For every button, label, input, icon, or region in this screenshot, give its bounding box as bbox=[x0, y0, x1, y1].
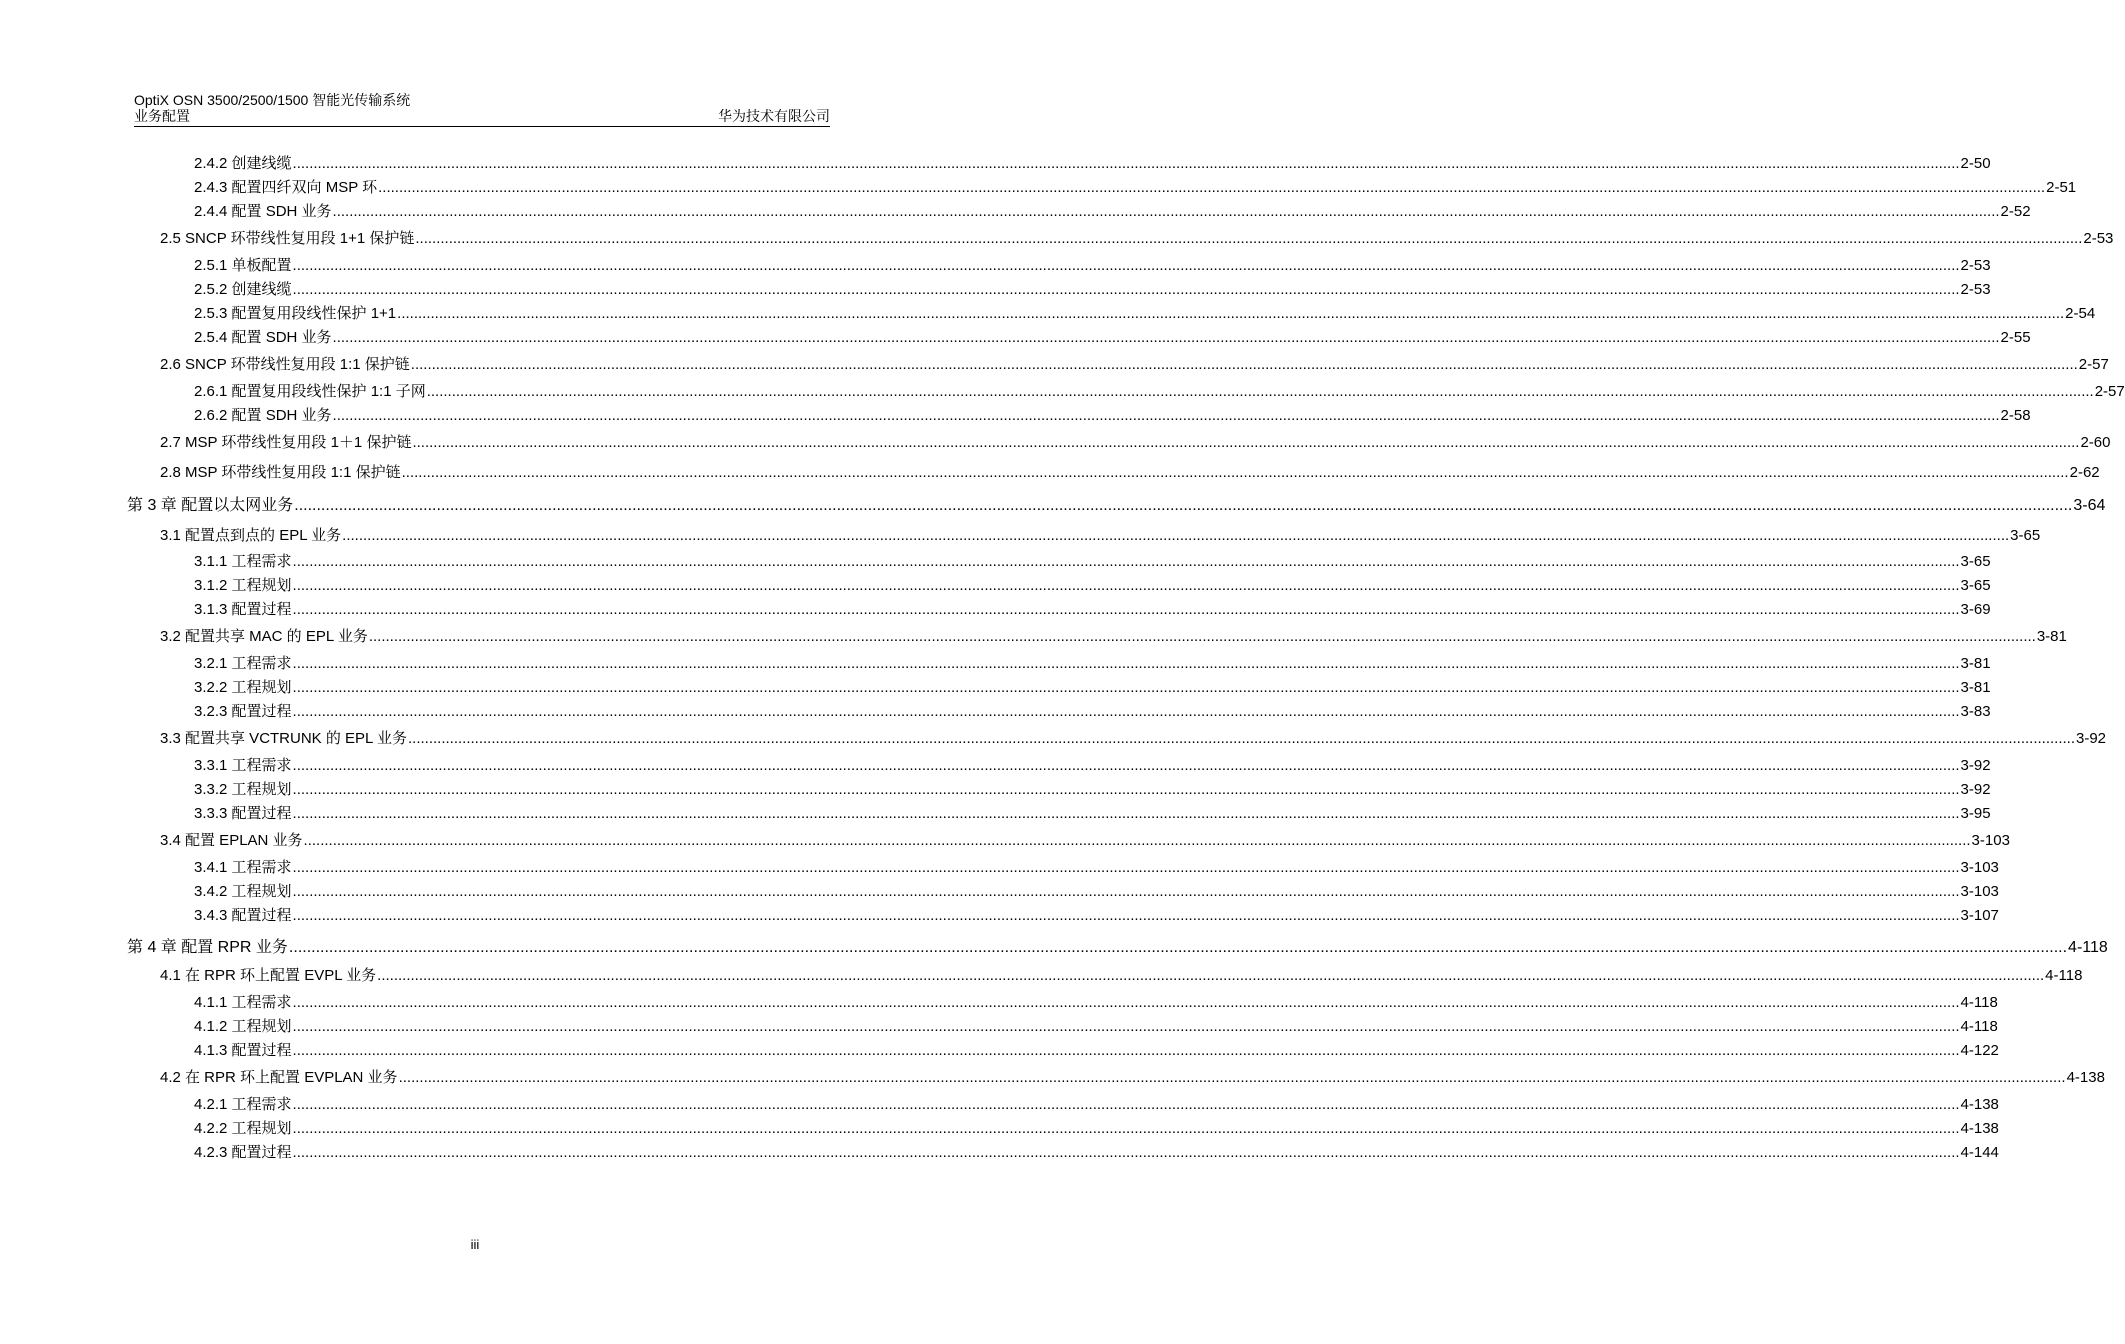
toc-leader-dots: ................................................................................................................................................................................................................................................................................................................................................................................................................ bbox=[292, 577, 1960, 594]
header-company-name: 华为技术有限公司 bbox=[718, 108, 830, 124]
toc-entry-page: 2-62 bbox=[2069, 464, 2100, 481]
toc-entry-page: 2-57 bbox=[2094, 383, 2125, 400]
toc-entry-page: 4-118 bbox=[2045, 967, 2083, 984]
toc-entry-page: 3-65 bbox=[1960, 553, 1991, 570]
toc-entry-title: 3.1 配置点到点的 EPL 业务 bbox=[160, 527, 342, 544]
toc-entry-title: 4.2 在 RPR 环上配置 EVPLAN 业务 bbox=[160, 1069, 398, 1086]
toc-subsection-entry[interactable] bbox=[194, 1015, 1998, 1035]
toc-entry-title: 2.5 SNCP 环带线性复用段 1+1 保护链 bbox=[160, 230, 415, 247]
toc-leader-dots: ................................................................................................................................................................................................................................................................................................................................................................................................................ bbox=[292, 601, 1960, 618]
toc-entry-page: 3-69 bbox=[1960, 601, 1991, 618]
toc-entry-page: 2-50 bbox=[1960, 155, 1991, 172]
toc-entry-page: 2-54 bbox=[2065, 305, 2096, 322]
toc-leader-dots: ................................................................................................................................................................................................................................................................................................................................................................................................................ bbox=[401, 464, 2069, 481]
toc-entry-title: 3.3.1 工程需求 bbox=[194, 757, 292, 774]
toc-leader-dots: ................................................................................................................................................................................................................................................................................................................................................................................................................ bbox=[408, 730, 2075, 747]
toc-leader-dots: ................................................................................................................................................................................................................................................................................................................................................................................................................ bbox=[426, 383, 2094, 400]
toc-subsection-entry[interactable] bbox=[194, 302, 2096, 322]
toc-section-entry[interactable] bbox=[160, 829, 2010, 849]
toc-leader-dots: ................................................................................................................................................................................................................................................................................................................................................................................................................ bbox=[292, 703, 1960, 720]
toc-entry-page: 2-53 bbox=[1960, 281, 1991, 298]
toc-entry-page: 3-103 bbox=[1971, 832, 2010, 849]
toc-entry-title: 2.4.2 创建线缆 bbox=[194, 155, 292, 172]
toc-entry-page: 3-83 bbox=[1960, 703, 1991, 720]
toc-chapter-entry[interactable] bbox=[127, 934, 2108, 956]
toc-entry-page: 3-92 bbox=[1960, 757, 1991, 774]
toc-leader-dots: ................................................................................................................................................................................................................................................................................................................................................................................................................ bbox=[292, 781, 1960, 798]
toc-entry-page: 4-118 bbox=[1960, 1018, 1998, 1035]
toc-entry-title: 4.1 在 RPR 环上配置 EVPL 业务 bbox=[160, 967, 377, 984]
toc-section-entry[interactable] bbox=[160, 1066, 2105, 1086]
toc-section-entry[interactable] bbox=[160, 964, 2083, 984]
toc-leader-dots: ................................................................................................................................................................................................................................................................................................................................................................................................................ bbox=[377, 967, 2045, 984]
toc-subsection-entry[interactable] bbox=[194, 700, 1991, 720]
toc-entry-page: 3-103 bbox=[1960, 859, 1999, 876]
toc-subsection-entry[interactable] bbox=[194, 778, 1991, 798]
toc-entry-page: 2-60 bbox=[2080, 434, 2111, 451]
toc-subsection-entry[interactable] bbox=[194, 278, 1991, 298]
toc-subsection-entry[interactable] bbox=[194, 652, 1991, 672]
toc-leader-dots: ................................................................................................................................................................................................................................................................................................................................................................................................................ bbox=[397, 305, 2065, 322]
toc-section-entry[interactable] bbox=[160, 625, 2067, 645]
toc-entry-title: 4.2.2 工程规划 bbox=[194, 1120, 292, 1137]
toc-entry-page: 3-95 bbox=[1960, 805, 1991, 822]
toc-subsection-entry[interactable] bbox=[194, 1039, 1999, 1059]
toc-entry-page: 4-138 bbox=[1960, 1096, 1999, 1113]
header-product-title: OptiX OSN 3500/2500/1500 智能光传输系统 bbox=[134, 92, 411, 108]
toc-leader-dots: ................................................................................................................................................................................................................................................................................................................................................................................................................ bbox=[294, 497, 2073, 514]
toc-leader-dots: ................................................................................................................................................................................................................................................................................................................................................................................................................ bbox=[292, 553, 1960, 570]
toc-entry-page: 4-138 bbox=[2066, 1069, 2105, 1086]
toc-entry-title: 2.5.2 创建线缆 bbox=[194, 281, 292, 298]
toc-leader-dots: ................................................................................................................................................................................................................................................................................................................................................................................................................ bbox=[288, 939, 2068, 956]
toc-entry-title: 2.4.4 配置 SDH 业务 bbox=[194, 203, 332, 220]
toc-entry-title: 3.3 配置共享 VCTRUNK 的 EPL 业务 bbox=[160, 730, 407, 747]
toc-entry-title: 4.2.1 工程需求 bbox=[194, 1096, 292, 1113]
toc-entry-title: 4.1.2 工程规划 bbox=[194, 1018, 292, 1035]
toc-leader-dots: ................................................................................................................................................................................................................................................................................................................................................................................................................ bbox=[292, 257, 1960, 274]
toc-subsection-entry[interactable] bbox=[194, 802, 1991, 822]
toc-entry-page: 4-144 bbox=[1960, 1144, 1999, 1161]
toc-entry-title: 3.2.1 工程需求 bbox=[194, 655, 292, 672]
footer-page-number: iii bbox=[470, 1237, 480, 1252]
toc-leader-dots: ................................................................................................................................................................................................................................................................................................................................................................................................................ bbox=[292, 1042, 1960, 1059]
toc-leader-dots: ................................................................................................................................................................................................................................................................................................................................................................................................................ bbox=[332, 329, 2000, 346]
toc-entry-title: 3.4.2 工程规划 bbox=[194, 883, 292, 900]
toc-leader-dots: ................................................................................................................................................................................................................................................................................................................................................................................................................ bbox=[368, 628, 2036, 645]
toc-entry-title: 3.1.1 工程需求 bbox=[194, 553, 292, 570]
toc-subsection-entry[interactable] bbox=[194, 176, 2077, 196]
toc-entry-title: 3.3.3 配置过程 bbox=[194, 805, 292, 822]
toc-leader-dots: ................................................................................................................................................................................................................................................................................................................................................................................................................ bbox=[412, 434, 2080, 451]
toc-entry-page: 3-92 bbox=[1960, 781, 1991, 798]
toc-subsection-entry[interactable] bbox=[194, 1117, 1999, 1137]
toc-leader-dots: ................................................................................................................................................................................................................................................................................................................................................................................................................ bbox=[292, 907, 1960, 924]
toc-leader-dots: ................................................................................................................................................................................................................................................................................................................................................................................................................ bbox=[292, 859, 1960, 876]
toc-subsection-entry[interactable] bbox=[194, 254, 1991, 274]
toc-leader-dots: ................................................................................................................................................................................................................................................................................................................................................................................................................ bbox=[342, 527, 2010, 544]
toc-entry-title: 3.4 配置 EPLAN 业务 bbox=[160, 832, 303, 849]
toc-leader-dots: ................................................................................................................................................................................................................................................................................................................................................................................................................ bbox=[292, 1096, 1960, 1113]
toc-entry-page: 2-53 bbox=[2083, 230, 2114, 247]
toc-leader-dots: ................................................................................................................................................................................................................................................................................................................................................................................................................ bbox=[292, 1144, 1960, 1161]
toc-subsection-entry[interactable] bbox=[194, 380, 2125, 400]
toc-leader-dots: ................................................................................................................................................................................................................................................................................................................................................................................................................ bbox=[292, 281, 1960, 298]
toc-chapter-entry[interactable] bbox=[127, 492, 2106, 514]
toc-leader-dots: ................................................................................................................................................................................................................................................................................................................................................................................................................ bbox=[332, 203, 2000, 220]
toc-entry-title: 3.4.1 工程需求 bbox=[194, 859, 292, 876]
toc-entry-title: 2.5.1 单板配置 bbox=[194, 257, 292, 274]
toc-entry-page: 2-53 bbox=[1960, 257, 1991, 274]
toc-entry-title: 3.4.3 配置过程 bbox=[194, 907, 292, 924]
toc-subsection-entry[interactable] bbox=[194, 152, 1991, 172]
toc-subsection-entry[interactable] bbox=[194, 574, 1991, 594]
toc-entry-page: 2-58 bbox=[2000, 407, 2031, 424]
toc-leader-dots: ................................................................................................................................................................................................................................................................................................................................................................................................................ bbox=[292, 805, 1960, 822]
toc-entry-page: 4-138 bbox=[1960, 1120, 1999, 1137]
toc-entry-page: 3-107 bbox=[1960, 907, 1999, 924]
toc-entry-title: 2.7 MSP 环带线性复用段 1＋1 保护链 bbox=[160, 434, 412, 451]
toc-entry-page: 4-122 bbox=[1960, 1042, 1999, 1059]
toc-entry-title: 3.2.3 配置过程 bbox=[194, 703, 292, 720]
toc-subsection-entry[interactable] bbox=[194, 991, 1998, 1011]
toc-entry-title: 2.5.3 配置复用段线性保护 1+1 bbox=[194, 305, 397, 322]
toc-section-entry[interactable] bbox=[160, 431, 2111, 451]
toc-section-entry[interactable] bbox=[160, 524, 2041, 544]
toc-entry-page: 3-92 bbox=[2076, 730, 2107, 747]
toc-subsection-entry[interactable] bbox=[194, 676, 1991, 696]
toc-section-entry[interactable] bbox=[160, 353, 2109, 373]
toc-section-entry[interactable] bbox=[160, 727, 2107, 747]
toc-entry-title: 3.3.2 工程规划 bbox=[194, 781, 292, 798]
toc-entry-title: 2.4.3 配置四纤双向 MSP 环 bbox=[194, 179, 378, 196]
toc-leader-dots: ................................................................................................................................................................................................................................................................................................................................................................................................................ bbox=[332, 407, 2000, 424]
toc-leader-dots: ................................................................................................................................................................................................................................................................................................................................................................................................................ bbox=[410, 356, 2078, 373]
toc-subsection-entry[interactable] bbox=[194, 880, 1999, 900]
toc-entry-title: 第 3 章 配置以太网业务 bbox=[127, 497, 294, 514]
toc-entry-title: 4.1.3 配置过程 bbox=[194, 1042, 292, 1059]
toc-entry-title: 2.6.1 配置复用段线性保护 1:1 子网 bbox=[194, 383, 426, 400]
toc-leader-dots: ................................................................................................................................................................................................................................................................................................................................................................................................................ bbox=[292, 1018, 1960, 1035]
toc-entry-title: 2.6 SNCP 环带线性复用段 1:1 保护链 bbox=[160, 356, 410, 373]
toc-leader-dots: ................................................................................................................................................................................................................................................................................................................................................................................................................ bbox=[292, 883, 1960, 900]
toc-subsection-entry[interactable] bbox=[194, 200, 2031, 220]
toc-leader-dots: ................................................................................................................................................................................................................................................................................................................................................................................................................ bbox=[303, 832, 1971, 849]
toc-entry-page: 4-118 bbox=[2068, 939, 2108, 956]
toc-subsection-entry[interactable] bbox=[194, 550, 1991, 570]
toc-entry-page: 3-81 bbox=[2036, 628, 2067, 645]
toc-leader-dots: ................................................................................................................................................................................................................................................................................................................................................................................................................ bbox=[292, 679, 1960, 696]
toc-entry-title: 3.2 配置共享 MAC 的 EPL 业务 bbox=[160, 628, 368, 645]
toc-entry-page: 3-81 bbox=[1960, 655, 1991, 672]
toc-leader-dots: ................................................................................................................................................................................................................................................................................................................................................................................................................ bbox=[398, 1069, 2066, 1086]
toc-subsection-entry[interactable] bbox=[194, 404, 2031, 424]
toc-leader-dots: ................................................................................................................................................................................................................................................................................................................................................................................................................ bbox=[292, 655, 1960, 672]
toc-subsection-entry[interactable] bbox=[194, 856, 1999, 876]
toc-leader-dots: ................................................................................................................................................................................................................................................................................................................................................................................................................ bbox=[292, 1120, 1960, 1137]
toc-leader-dots: ................................................................................................................................................................................................................................................................................................................................................................................................................ bbox=[292, 155, 1960, 172]
toc-entry-page: 4-118 bbox=[1960, 994, 1998, 1011]
toc-subsection-entry[interactable] bbox=[194, 1093, 1999, 1113]
toc-entry-title: 4.2.3 配置过程 bbox=[194, 1144, 292, 1161]
toc-leader-dots: ................................................................................................................................................................................................................................................................................................................................................................................................................ bbox=[292, 757, 1960, 774]
toc-entry-page: 3-103 bbox=[1960, 883, 1999, 900]
toc-entry-page: 2-51 bbox=[2046, 179, 2077, 196]
toc-entry-title: 3.2.2 工程规划 bbox=[194, 679, 292, 696]
toc-entry-title: 2.5.4 配置 SDH 业务 bbox=[194, 329, 332, 346]
toc-entry-page: 2-52 bbox=[2000, 203, 2031, 220]
toc-section-entry[interactable] bbox=[160, 461, 2100, 481]
toc-entry-page: 2-55 bbox=[2000, 329, 2031, 346]
toc-subsection-entry[interactable] bbox=[194, 598, 1991, 618]
toc-entry-page: 3-65 bbox=[1960, 577, 1991, 594]
toc-entry-title: 第 4 章 配置 RPR 业务 bbox=[127, 939, 288, 956]
toc-subsection-entry[interactable] bbox=[194, 326, 2031, 346]
header-section-title: 业务配置 bbox=[134, 108, 190, 124]
toc-entry-title: 4.1.1 工程需求 bbox=[194, 994, 292, 1011]
toc-subsection-entry[interactable] bbox=[194, 1141, 1999, 1161]
toc-leader-dots: ................................................................................................................................................................................................................................................................................................................................................................................................................ bbox=[415, 230, 2083, 247]
toc-entry-title: 3.1.2 工程规划 bbox=[194, 577, 292, 594]
toc-entry-page: 3-81 bbox=[1960, 679, 1991, 696]
toc-entry-title: 2.8 MSP 环带线性复用段 1:1 保护链 bbox=[160, 464, 401, 481]
toc-entry-page: 3-65 bbox=[2010, 527, 2041, 544]
toc-subsection-entry[interactable] bbox=[194, 904, 1999, 924]
toc-leader-dots: ................................................................................................................................................................................................................................................................................................................................................................................................................ bbox=[292, 994, 1960, 1011]
toc-entry-page: 3-64 bbox=[2073, 497, 2106, 514]
toc-leader-dots: ................................................................................................................................................................................................................................................................................................................................................................................................................ bbox=[378, 179, 2046, 196]
toc-entry-title: 3.1.3 配置过程 bbox=[194, 601, 292, 618]
toc-entry-page: 2-57 bbox=[2078, 356, 2109, 373]
toc-section-entry[interactable] bbox=[160, 227, 2114, 247]
toc-subsection-entry[interactable] bbox=[194, 754, 1991, 774]
toc-entry-title: 2.6.2 配置 SDH 业务 bbox=[194, 407, 332, 424]
